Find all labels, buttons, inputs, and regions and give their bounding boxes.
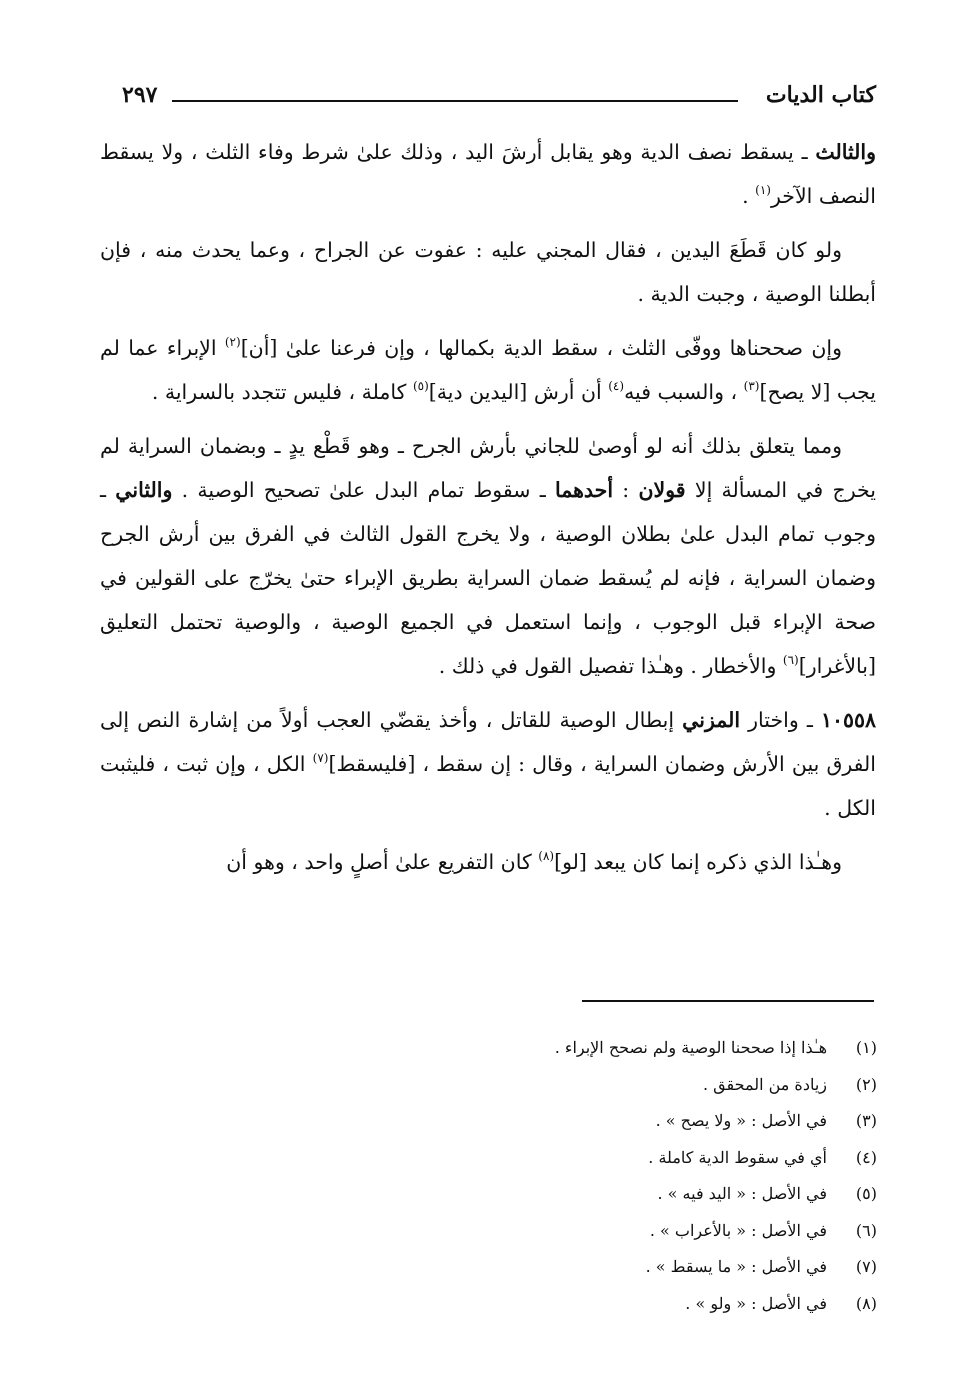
- footnote-ref-5[interactable]: (٥): [412, 379, 429, 393]
- footnote-number: (٨): [855, 1293, 877, 1313]
- paragraph-lead: والثالث: [815, 140, 876, 164]
- footnote-ref-6[interactable]: (٦): [782, 653, 799, 667]
- footnotes-list: [117, 1030, 877, 1322]
- paragraph-text: إبطال الوصية للقاتل ، وأخذ يقضّي العجب أولاً من إشارة النص إلى الفرق بين الأرش وضمان السراية ، وقال : إن سقط ، [فليسقط]: [100, 708, 876, 776]
- footnote-ref-1[interactable]: (١): [755, 183, 771, 197]
- paragraph-text: ، والسبب فيه: [624, 380, 744, 404]
- paragraph-text: ومما يتعلق بذلك أنه لو أوصىٰ للجاني بأرش الجرح ـ وهو قَطْع يدٍ ـ وبضمان السراية لم يخرج في المسألة إلا: [100, 434, 876, 502]
- footnote-item: [117, 1286, 877, 1323]
- paragraph-text: ـ يسقط نصف الدية وهو يقابل أرشَ اليد ، وذلك علىٰ شرط وفاء الثلث ، ولا يسقط النصف الآخر: [100, 140, 876, 208]
- bold-term: والثاني: [115, 478, 173, 502]
- footnote-text: زيادة من المحقق .: [703, 1074, 827, 1094]
- footnote-item: [117, 1030, 877, 1067]
- footnote-ref-8[interactable]: (٨): [538, 849, 555, 863]
- paragraph-text: .: [742, 184, 756, 208]
- footnote-number: (٤): [855, 1147, 877, 1167]
- paragraph-text: وهـٰذا الذي ذكره إنما كان يبعد [لو]: [554, 850, 842, 874]
- paragraph-text: :: [613, 478, 639, 502]
- footnote-item: [117, 1103, 877, 1140]
- footnote-divider: [582, 1000, 874, 1002]
- paragraph-4: [100, 424, 876, 688]
- header-rule: [172, 100, 738, 102]
- footnote-text: في الأصل : « ولو » .: [685, 1293, 827, 1313]
- paragraph-text: ـ واختار: [740, 708, 821, 732]
- paragraph-text: أن أرش [اليدين دية]: [428, 380, 609, 404]
- footnote-text: أي في سقوط الدية كاملة .: [648, 1147, 827, 1167]
- paragraph-text: ـ سقوط تمام البدل علىٰ تصحيح الوصية .: [172, 478, 555, 502]
- footnote-ref-7[interactable]: (٧): [312, 751, 329, 765]
- page-number: ٢٩٧: [122, 82, 158, 108]
- footnote-item: [117, 1176, 877, 1213]
- section-number: ١٠٥٥٨: [820, 708, 877, 732]
- paragraph-text: وإن صححناها ووفّى الثلث ، سقط الدية بكمالها ، وإن فرعنا علىٰ [أن]: [240, 336, 842, 360]
- paragraph-text: ـ وجوب تمام البدل علىٰ بطلان الوصية ، ولا يخرج القول الثالث في الفرق بين أرش الجرح وضمان السراية ، فإنه لم يُسقط ضمان السراية بطريق الإبراء حتىٰ يخرّج على القولين في صحة الإبراء قبل الوجوب ، وإنما استعمل في الجميع الوصية ، والوصية تحتمل التعليق [بالأغرار]: [100, 478, 876, 678]
- paragraph-text: الإبراء عما لم يجب [لا يصح]: [100, 336, 876, 404]
- footnote-number: (١): [855, 1038, 877, 1057]
- paragraph-text: كان التفريع علىٰ أصلٍ واحد ، وهو أن: [226, 850, 539, 874]
- paragraph-1: [100, 130, 876, 218]
- paragraph-text: ولو كان قَطَعَ اليدين ، فقال المجني عليه : عفوت عن الجراح ، وعما يحدث منه ، فإن أبطلنا الوصية ، وجبت الدية .: [100, 238, 876, 306]
- footnote-number: (٥): [855, 1184, 877, 1203]
- main-text: [100, 130, 876, 894]
- paragraph-2: [100, 228, 876, 316]
- footnote-text: في الأصل : « ما يسقط » .: [645, 1257, 827, 1276]
- footnote-item: [117, 1140, 877, 1177]
- paragraph-5: [100, 698, 876, 830]
- footnote-item: [117, 1213, 877, 1250]
- footnote-text: في الأصل : « بالأعراب » .: [649, 1220, 827, 1240]
- chapter-title: كتاب الديات: [765, 82, 876, 108]
- footnote-item: [117, 1067, 877, 1104]
- bold-term: أحدهما: [554, 478, 614, 502]
- footnote-text: في الأصل : « اليد فيه » .: [657, 1184, 827, 1203]
- footnote-ref-3[interactable]: (٣): [743, 379, 760, 393]
- footnote-number: (٣): [855, 1111, 877, 1130]
- footnote-number: (٦): [855, 1220, 877, 1240]
- paragraph-text: كاملة ، فليس تتجدد بالسراية .: [151, 380, 413, 404]
- paragraph-3: [100, 326, 876, 414]
- paragraph-text: والأخطار . وهـٰذا تفصيل القول في ذلك .: [438, 654, 783, 678]
- footnote-item: [117, 1249, 877, 1286]
- footnote-number: (٢): [855, 1074, 877, 1094]
- paragraph-text: الكل ، وإن ثبت ، فليثبت الكل .: [100, 752, 876, 820]
- footnote-ref-2[interactable]: (٢): [224, 335, 241, 349]
- page-header: [100, 78, 876, 118]
- bold-term: قولان: [638, 478, 686, 502]
- footnote-ref-4[interactable]: (٤): [608, 379, 625, 393]
- footnote-number: (٧): [855, 1257, 877, 1276]
- bold-term: المزني: [682, 708, 741, 732]
- footnote-text: في الأصل : « ولا يصح » .: [655, 1111, 827, 1130]
- footnote-text: هـٰذا إذا صححنا الوصية ولم نصحح الإبراء .: [554, 1038, 827, 1057]
- paragraph-6: [100, 840, 876, 884]
